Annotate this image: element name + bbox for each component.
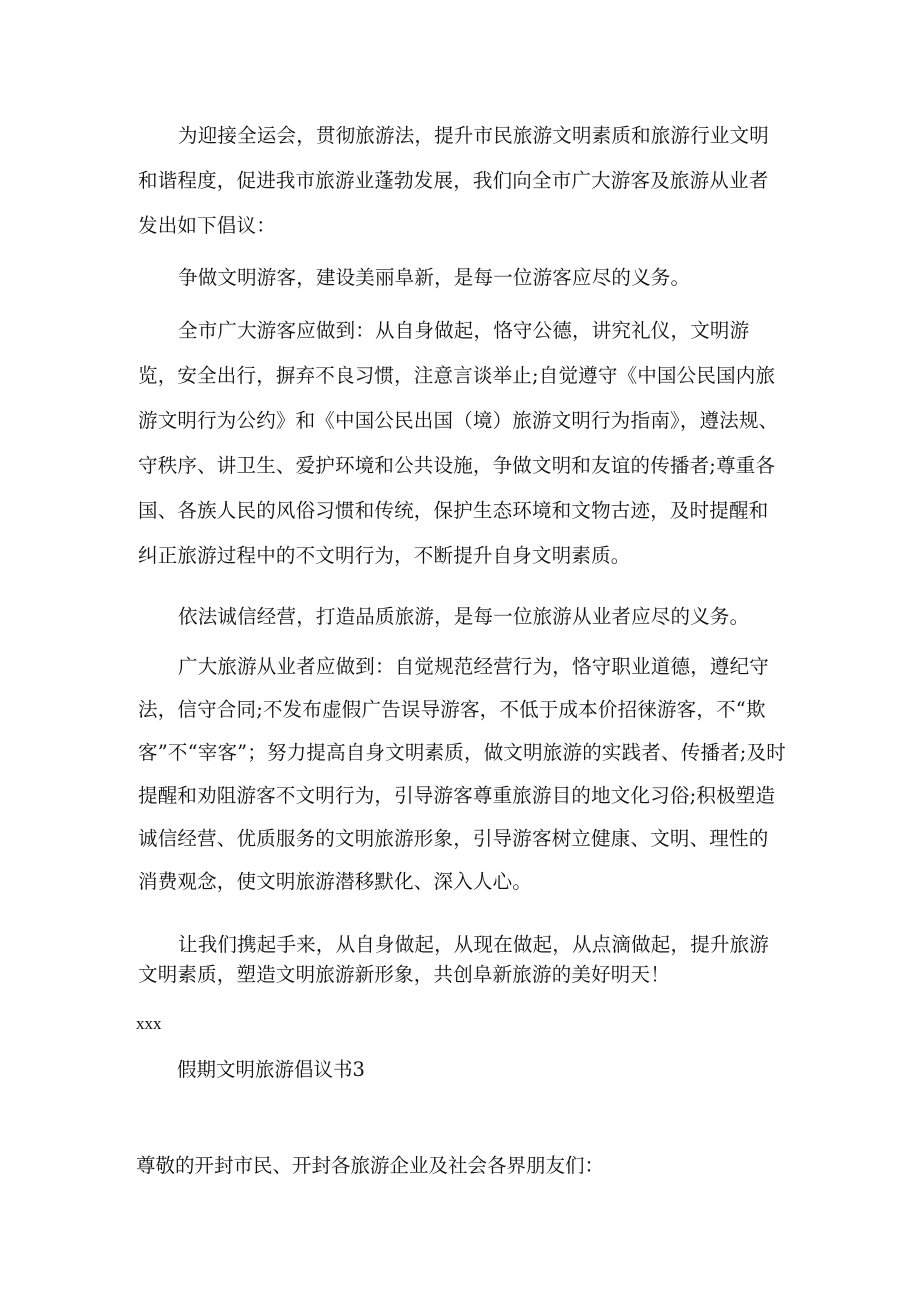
salutation: 尊敬的开封市民、开封各旅游企业及社会各界朋友们： (136, 1154, 605, 1177)
signature: xxx (136, 1014, 162, 1033)
paragraph-tourist-conduct: 全市广大游客应做到：从自身做起，恪守公德，讲究礼仪，文明游览，安全出行，摒弃不良习惯，注意言谈举止;自觉遵守《中国公民国内旅游文明行为公约》和《中国公民出国（境）旅游文明行为指南》，遵法规、守秩序、讲卫生、爱护环境和公共设施，争做文明和友谊的传播者;尊重各国、各族人民的风俗习惯和传统，保护生态环境和文物古迹，及时提醒和纠正旅游过程中的不文明行为，不断提升自身文明素质。 (138, 319, 779, 567)
paragraph-closing-call: 让我们携起手来，从自身做起，从现在做起，从点滴做起，提升旅游文明素质，塑造文明旅游新形象，共创阜新旅游的美好明天！ (138, 933, 770, 986)
paragraph-tourist-duty: 争做文明游客，建设美丽阜新，是每一位游客应尽的义务。 (178, 266, 691, 289)
paragraph-operator-conduct: 广大旅游从业者应做到：自觉规范经营行为，恪守职业道德，遵纪守法，信守合同;不发布虚假广告误导游客，不低于成本价招徕游客，不“欺客”不“宰客”；努力提高自身文明素质，做文明旅游的实践者、传播者;及时提醒和劝阻游客不文明行为，引导游客尊重旅游目的地文化习俗;积极塑造诚信经营、优质服务的文明旅游形象，引导游客树立健康、文明、理性的消费观念，使文明旅游潜移默化、深入人心。 (138, 655, 786, 893)
paragraph-operator-duty: 依法诚信经营，打造品质旅游，是每一位旅游从业者应尽的义务。 (178, 605, 750, 628)
paragraph-initiative-intro: 为迎接全运会，贯彻旅游法，提升市民旅游文明素质和旅游行业文明和谐程度，促进我市旅游业蓬勃发展，我们向全市广大游客及旅游从业者发出如下倡议： (138, 124, 770, 237)
next-document-title: 假期文明旅游倡议书3 (177, 1058, 365, 1081)
